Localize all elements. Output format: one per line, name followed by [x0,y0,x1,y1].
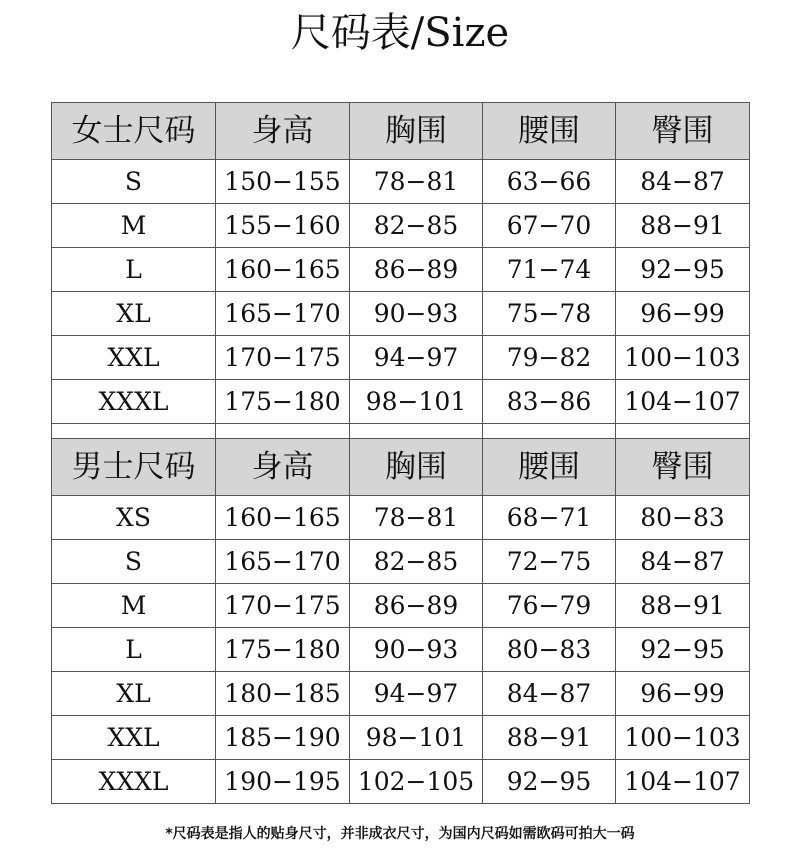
chest-cell: 94−97 [350,336,483,380]
waist-cell: 72−75 [483,540,616,584]
chest-header: 胸围 [350,103,483,160]
waist-cell: 88−91 [483,716,616,760]
table-row [52,204,750,248]
chest-cell: 98−101 [350,380,483,424]
chest-cell: 98−101 [350,716,483,760]
size-cell: XS [52,496,216,540]
waist-cell: 71−74 [483,248,616,292]
hip-header: 臀围 [616,103,750,160]
women-size-header: 女士尺码 [52,103,216,160]
height-cell: 160−165 [216,248,350,292]
waist-cell: 75−78 [483,292,616,336]
chest-cell: 78−81 [350,496,483,540]
hip-cell: 88−91 [616,204,750,248]
waist-cell: 68−71 [483,496,616,540]
table-row [52,248,750,292]
waist-header: 腰围 [483,103,616,160]
hip-cell: 92−95 [616,628,750,672]
size-cell: XXL [52,336,216,380]
size-cell: XXL [52,716,216,760]
chest-cell: 78−81 [350,160,483,204]
hip-cell: 88−91 [616,584,750,628]
height-header: 身高 [216,103,350,160]
size-cell: L [52,248,216,292]
chest-cell: 86−89 [350,248,483,292]
size-cell: M [52,204,216,248]
chest-header: 胸围 [350,439,483,496]
waist-header: 腰围 [483,439,616,496]
chest-cell: 102−105 [350,760,483,804]
height-cell: 150−155 [216,160,350,204]
waist-cell: 76−79 [483,584,616,628]
hip-cell: 96−99 [616,292,750,336]
size-cell: XXXL [52,760,216,804]
height-cell: 175−180 [216,380,350,424]
hip-header: 臀围 [616,439,750,496]
hip-cell: 100−103 [616,716,750,760]
page-title: 尺码表/Size [290,10,510,56]
women-header-row [52,103,750,160]
table-row [52,336,750,380]
waist-cell: 80−83 [483,628,616,672]
waist-cell: 92−95 [483,760,616,804]
section-spacer-row [52,424,750,439]
table-row [52,380,750,424]
chest-cell: 90−93 [350,628,483,672]
hip-cell: 104−107 [616,380,750,424]
table-row [52,760,750,804]
size-cell: XXXL [52,380,216,424]
height-header: 身高 [216,439,350,496]
hip-cell: 96−99 [616,672,750,716]
chest-cell: 94−97 [350,672,483,716]
chest-cell: 82−85 [350,204,483,248]
waist-cell: 63−66 [483,160,616,204]
table-row [52,672,750,716]
chest-cell: 82−85 [350,540,483,584]
chest-cell: 86−89 [350,584,483,628]
height-cell: 180−185 [216,672,350,716]
hip-cell: 92−95 [616,248,750,292]
height-cell: 175−180 [216,628,350,672]
waist-cell: 79−82 [483,336,616,380]
table-row [52,584,750,628]
waist-cell: 83−86 [483,380,616,424]
table-row [52,540,750,584]
table-row [52,160,750,204]
size-cell: XL [52,672,216,716]
hip-cell: 80−83 [616,496,750,540]
size-chart-table [51,102,750,804]
height-cell: 190−195 [216,760,350,804]
hip-cell: 100−103 [616,336,750,380]
footnote: *尺码表是指人的贴身尺寸，并非成衣尺寸，为国内尺码如需欧码可拍大一码 [165,826,635,842]
size-cell: L [52,628,216,672]
waist-cell: 67−70 [483,204,616,248]
size-cell: M [52,584,216,628]
waist-cell: 84−87 [483,672,616,716]
height-cell: 165−170 [216,292,350,336]
hip-cell: 104−107 [616,760,750,804]
table-row [52,716,750,760]
hip-cell: 84−87 [616,160,750,204]
height-cell: 170−175 [216,336,350,380]
size-cell: XL [52,292,216,336]
table-row [52,496,750,540]
height-cell: 155−160 [216,204,350,248]
table-row [52,628,750,672]
size-cell: S [52,160,216,204]
hip-cell: 84−87 [616,540,750,584]
men-header-row [52,439,750,496]
men-size-header: 男士尺码 [52,439,216,496]
height-cell: 170−175 [216,584,350,628]
height-cell: 185−190 [216,716,350,760]
size-cell: S [52,540,216,584]
chest-cell: 90−93 [350,292,483,336]
height-cell: 165−170 [216,540,350,584]
table-row [52,292,750,336]
height-cell: 160−165 [216,496,350,540]
